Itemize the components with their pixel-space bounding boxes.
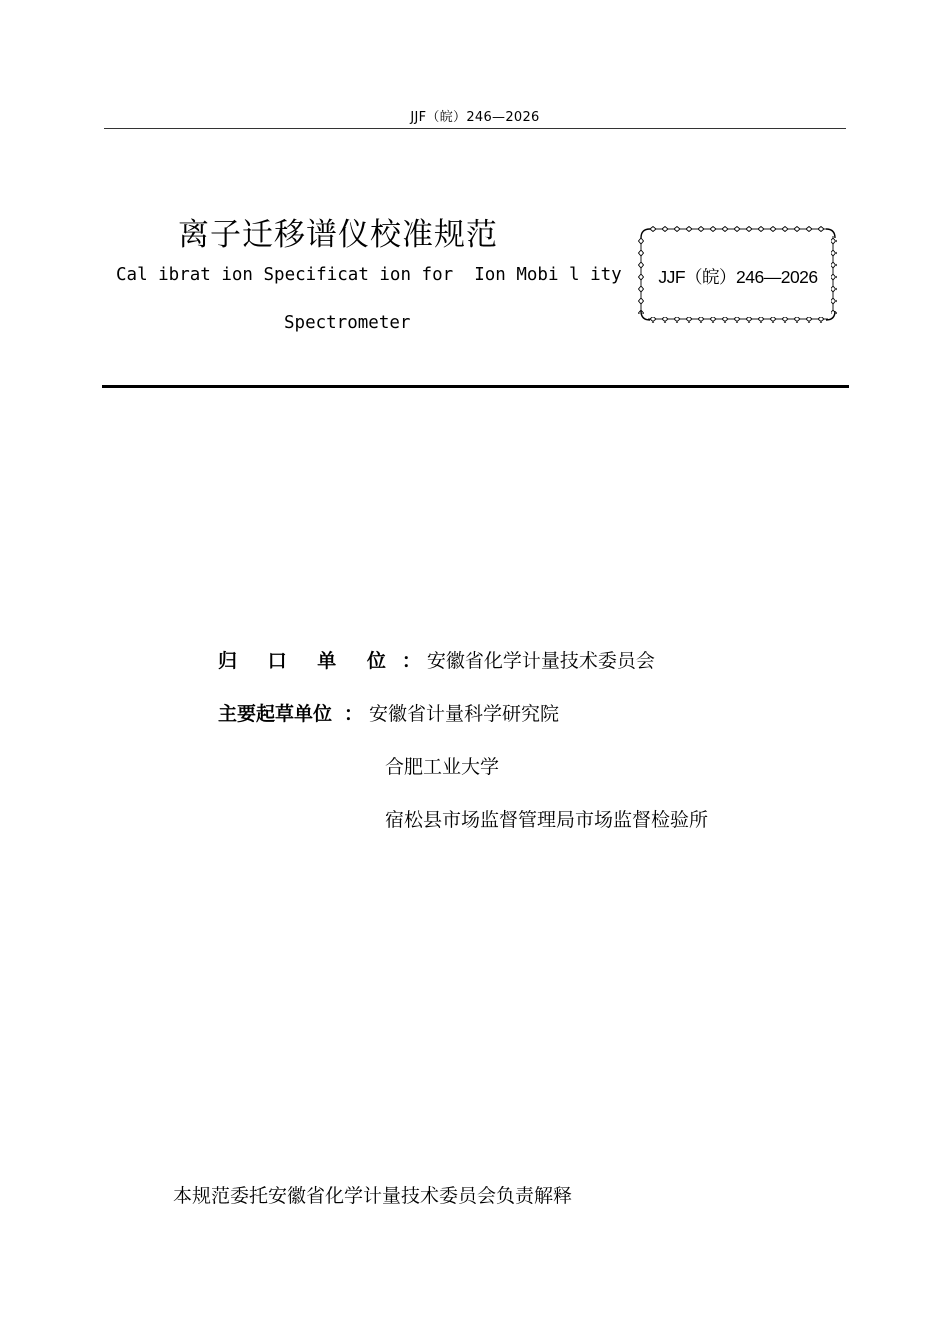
responsible-unit-value: 安徽省化学计量技术委员会 — [426, 650, 655, 672]
standard-code-text: JJF（皖）246—2026 — [658, 266, 818, 287]
responsible-unit-row — [218, 646, 655, 673]
drafting-unit-3: 宿松县市场监督管理局市场监督检验所 — [385, 809, 709, 831]
interpretation-note: 本规范委托安徽省化学计量技术委员会负责解释 — [173, 1185, 573, 1207]
standard-code-box — [638, 226, 838, 322]
document-title-chinese: 离子迁移谱仪校准规范 — [178, 217, 498, 253]
drafting-unit-1: 安徽省计量科学研究院 — [369, 703, 560, 725]
header-divider — [104, 128, 846, 129]
drafting-unit-2: 合肥工业大学 — [385, 756, 500, 778]
document-title-english-line2: Spectrometer — [284, 313, 411, 333]
drafting-unit-row — [218, 699, 559, 726]
running-header-code: JJF（皖）246—2026 — [410, 110, 540, 125]
drafting-unit-label: 主要起草单位 — [218, 703, 333, 725]
label-separator: ： — [344, 703, 364, 725]
document-title-english-line1: Cal ibrat ion Specificat ion for Ion Mobi l ity — [116, 265, 622, 285]
responsible-unit-label: 归 口 单 位 — [218, 650, 398, 672]
label-separator: ： — [401, 650, 421, 672]
title-divider — [102, 385, 849, 388]
